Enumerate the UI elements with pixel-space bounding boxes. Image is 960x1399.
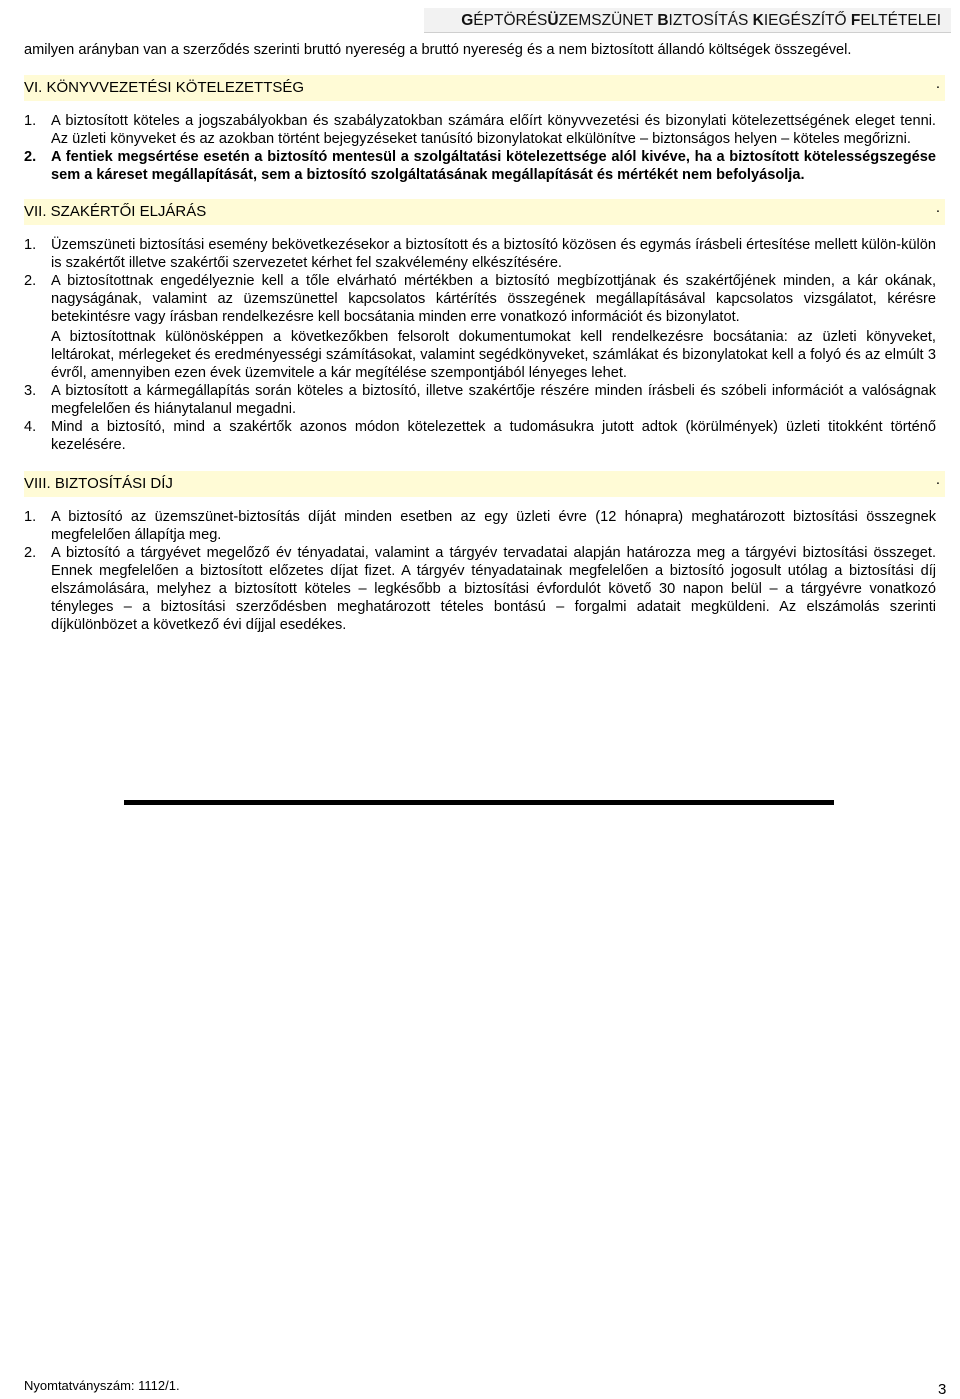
section-title: VIII. BIZTOSÍTÁSI DÍJ bbox=[24, 475, 173, 492]
list-item bbox=[24, 236, 936, 272]
document-header bbox=[424, 8, 951, 33]
item-number: 4. bbox=[24, 419, 37, 435]
item-number: 1. bbox=[24, 237, 37, 253]
item-extra-text: A biztosítottnak különösképpen a következőkben felsorolt dokumentumokat kell rendelkezésre bocsátania: az üzleti könyveket, leltárokat, mérlegeket és eredményességi számításokat, valamint segédkönyveket, számlákat és bizonylatokat kell a folyó és az elmúlt 3 évről, amennyiben ezen évek üzemvitele a kár megítélése szempontjából lényeges lehet. bbox=[51, 329, 936, 381]
item-number: 2. bbox=[24, 273, 37, 289]
form-number: Nyomtatványszám: 1112/1. bbox=[24, 1378, 180, 1393]
list-item bbox=[24, 112, 936, 148]
list-item bbox=[24, 544, 936, 634]
section-body-vii bbox=[24, 236, 936, 454]
list-item bbox=[24, 508, 936, 544]
section-heading-vii bbox=[24, 199, 945, 225]
item-number: 1. bbox=[24, 113, 37, 129]
header-title-part: ELTÉTELEI bbox=[860, 12, 941, 29]
list-item bbox=[24, 148, 936, 184]
item-text: A biztosítottnak engedélyeznie kell a tőle elvárható mértékben a biztosító megbízottjának és szakértőjének minden, a kár okának, nagyságának, valamint az üzemszünettel kapcsolatos kártérítés összegének megállapításával kapcsolatos vizsgálatot, kérésre betekintésre vagy írásban rendelkezésre kell bocsátania minden erre vonatkozó információt és bizonylatot. bbox=[51, 273, 936, 325]
item-text: A fentiek megsértése esetén a biztosító mentesül a szolgáltatási kötelezettsége alól kivéve, ha a biztosított kötelességszegése sem a káreset megállapítását, sem a biztosító szolgáltatásának megállapítását és mértékét nem befolyásolja. bbox=[51, 149, 936, 183]
section-title: VI. KÖNYVVEZETÉSI KÖTELEZETTSÉG bbox=[24, 79, 305, 96]
page-content bbox=[24, 40, 940, 634]
header-title-part: IEGÉSZÍTŐ bbox=[763, 12, 851, 29]
item-number: 3. bbox=[24, 383, 37, 399]
item-text: Üzemszüneti biztosítási esemény bekövetkezésekor a biztosított és a biztosító közösen és egymás írásbeli értesítése mellett külön-külön is szakértőt illetve szakértői szervezetet kérhet fel szakvélemény elkészítésére. bbox=[51, 237, 936, 271]
intro-paragraph: amilyen arányban van a szerződés szerinti bruttó nyereség a bruttó nyereség és a nem biztosított állandó költségek összegével. bbox=[24, 42, 852, 58]
header-title-part: F bbox=[850, 12, 861, 29]
header-title-part: IZTOSÍTÁS bbox=[668, 12, 753, 29]
section-body-vi bbox=[24, 112, 936, 184]
header-title-part: Ü bbox=[547, 12, 559, 29]
item-number: 2. bbox=[24, 545, 37, 561]
horizontal-rule bbox=[124, 800, 834, 805]
section-heading-viii bbox=[24, 471, 945, 497]
item-text: A biztosító a tárgyévet megelőző év tényadatai, valamint a tárgyév tervadatai alapján határozza meg a tárgyévi biztosítási összeget. Ennek megfelelően a biztosított előzetes díjat fizet. A tárgyév tényadatainak megfelelően a biztosító jogosult utólag a biztosítási díj elszámolására, melyhez a biztosított köteles – legkésőbb a biztosítási évfordulót követő 30 napon belül – a tárgyévre vonatkozó tényleges – a biztosítási szerződésben meghatározott tételes bontású – forgalmi adatait megküldeni. Az elszámolás szerinti díjkülönbözet a következő évi díjjal esedékes. bbox=[51, 545, 936, 633]
item-text: A biztosító az üzemszünet-biztosítás díját minden esetben az egy üzleti évre (12 hónapra) meghatározott biztosítási összegnek megfelelően állapítja meg. bbox=[51, 509, 936, 543]
section-title: VII. SZAKÉRTŐI ELJÁRÁS bbox=[24, 203, 207, 220]
page-number: 3 bbox=[938, 1381, 947, 1398]
item-number: 2. bbox=[24, 149, 37, 165]
header-title-part: B bbox=[657, 12, 669, 29]
header-title-part: ZEMSZÜNET bbox=[558, 12, 658, 29]
item-text: A biztosított köteles a jogszabályokban és szabályzatokban számára előírt könyvvezetési és bizonylati kötelezettségének eleget tenni. Az üzleti könyveket és az azokban történt bejegyzéseket tanúsító bizonylatokat elkülönítve – biztonságos helyen – köteles megőrizni. bbox=[51, 113, 936, 147]
item-text: A biztosított a kármegállapítás során köteles a biztosító, illetve szakértője részére minden írásbeli és szóbeli információt a valóságnak megfelelően és hiánytalanul megadni. bbox=[51, 383, 936, 417]
list-item bbox=[24, 382, 936, 418]
header-title-part: K bbox=[752, 12, 764, 29]
list-item bbox=[24, 272, 936, 382]
item-text: Mind a biztosító, mind a szakértők azonos módon kötelezettek a tudomásukra jutott adtok (körülmények) üzleti titokként történő kezelésére. bbox=[51, 419, 936, 453]
section-body-viii bbox=[24, 508, 936, 634]
header-title-part: G bbox=[461, 12, 474, 29]
list-item bbox=[24, 418, 936, 454]
section-dot: . bbox=[935, 471, 940, 488]
section-heading-vi bbox=[24, 75, 945, 101]
section-dot: . bbox=[935, 75, 940, 92]
section-dot: . bbox=[935, 199, 940, 216]
header-title-part: ÉPTÖRÉS bbox=[473, 12, 548, 29]
item-number: 1. bbox=[24, 509, 37, 525]
